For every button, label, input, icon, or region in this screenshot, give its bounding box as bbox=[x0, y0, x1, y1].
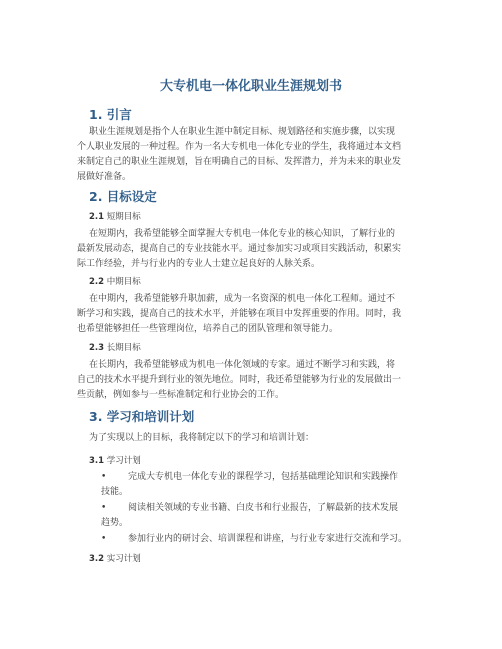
subheading-study-plan bbox=[89, 455, 141, 467]
subheading-mid-term bbox=[89, 276, 141, 288]
subheading-number: 2.3 bbox=[89, 343, 105, 353]
subheading-label: 学习计划 bbox=[104, 456, 141, 466]
text-line: 趋势。 bbox=[101, 518, 129, 528]
text-line: 展做好准备。 bbox=[77, 172, 132, 182]
subheading-label: 中期目标 bbox=[104, 277, 141, 287]
subheading-number: 3.2 bbox=[89, 554, 105, 564]
text-line: 际工作经验，并与行业内的专业人士建立起良好的人脉关系。 bbox=[77, 259, 321, 269]
text-line: 断学习和实践，提高自己的技术水平，并能够在项目中发挥重要的作用。同时，我 bbox=[77, 309, 402, 319]
text-line: 职业生涯规划是指个人在职业生涯中制定目标、规划路径和实施步骤，以实现 bbox=[89, 127, 396, 137]
short-term-paragraph bbox=[77, 227, 433, 272]
text-line: 最新发展动态，提高自己的专业技能水平。通过参加实习或项目实践活动，积累实 bbox=[77, 244, 402, 254]
subheading-short-term bbox=[89, 211, 141, 223]
text-line: 自己的技术水平提升到行业的领先地位。同时，我还希望能够为行业的发展做出一 bbox=[77, 375, 402, 385]
section-heading-plan: 3. 学习和培训计划 bbox=[89, 409, 195, 424]
text-line: 完成大专机电一体化专业的课程学习，包括基础理论知识和实践操作 bbox=[128, 472, 399, 482]
bullet-icon: • bbox=[101, 503, 107, 513]
subheading-label: 实习计划 bbox=[104, 554, 141, 564]
text-line: 为了实现以上的目标，我将制定以下的学习和培训计划： bbox=[89, 433, 315, 443]
long-term-paragraph bbox=[77, 358, 433, 403]
bullet-icon: • bbox=[101, 472, 107, 482]
subheading-long-term bbox=[89, 342, 141, 354]
list-item bbox=[101, 501, 435, 531]
text-line: 个人职业发展的一种过程。作为一名大专机电一体化专业的学生，我将通过本文档 bbox=[77, 142, 402, 152]
bullet-icon: • bbox=[101, 534, 107, 544]
text-line: 在短期内，我希望能够全面掌握大专机电一体化专业的核心知识，了解行业的 bbox=[89, 229, 396, 239]
subheading-label: 长期目标 bbox=[104, 343, 141, 353]
mid-term-paragraph bbox=[77, 292, 433, 337]
plan-intro-paragraph bbox=[89, 431, 433, 446]
document-title: 大专机电一体化职业生涯规划书 bbox=[159, 79, 342, 94]
subheading-number: 2.1 bbox=[89, 212, 105, 222]
section-heading-intro: 1. 引言 bbox=[89, 107, 132, 122]
subheading-number: 2.2 bbox=[89, 277, 105, 287]
text-line: 在中期内，我希望能够升职加薪，成为一名资深的机电一体化工程师。通过不 bbox=[89, 294, 396, 304]
text-line: 阅读相关领域的专业书籍、白皮书和行业报告，了解最新的技术发展 bbox=[128, 503, 399, 513]
text-line: 些贡献，例如参与一些标准制定和行业协会的工作。 bbox=[77, 390, 285, 400]
subheading-label: 短期目标 bbox=[104, 212, 141, 222]
list-item bbox=[101, 470, 435, 500]
section-heading-goals: 2. 目标设定 bbox=[89, 189, 157, 204]
intro-paragraph bbox=[77, 125, 433, 185]
text-line: 参加行业内的研讨会、培训课程和讲座，与行业专家进行交流和学习。 bbox=[128, 534, 408, 544]
list-item bbox=[101, 532, 435, 547]
text-line: 也希望能够担任一些管理岗位，培养自己的团队管理和领导能力。 bbox=[77, 324, 339, 334]
text-line: 技能。 bbox=[101, 487, 129, 497]
text-line: 来制定自己的职业生涯规划，旨在明确自己的目标、发挥潜力，并为未来的职业发 bbox=[77, 157, 402, 167]
subheading-number: 3.1 bbox=[89, 456, 105, 466]
text-line: 在长期内，我希望能够成为机电一体化领域的专家。通过不断学习和实践，将 bbox=[89, 360, 396, 370]
subheading-practice-plan bbox=[89, 553, 141, 565]
